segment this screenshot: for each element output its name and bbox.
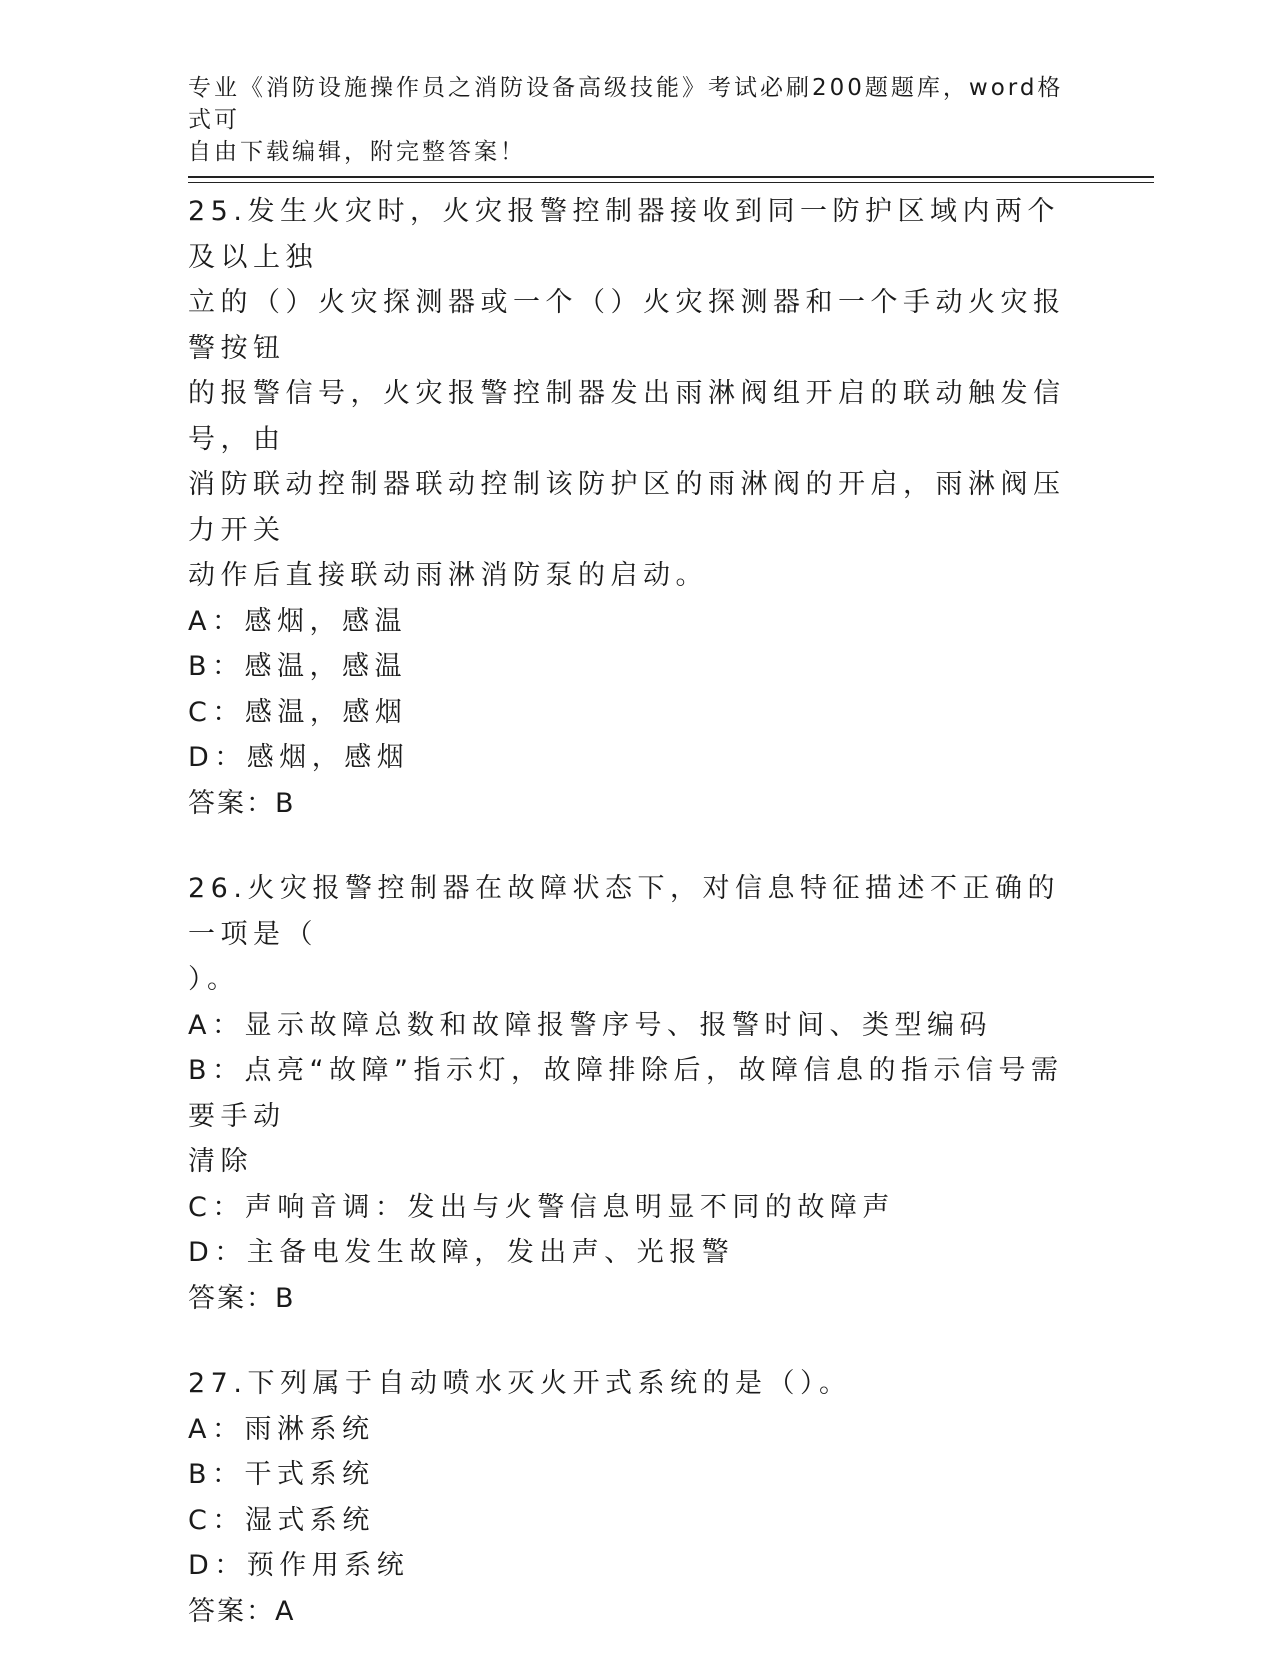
option-c: C：感温，感烟 [188, 696, 408, 728]
option-a: A：雨淋系统 [188, 1413, 375, 1445]
answer-line: 答案：B [188, 787, 296, 819]
question-text-line: 25.发生火灾时，火灾报警控制器接收到同一防护区域内两个及以上独 [188, 196, 1060, 273]
question-25 [188, 189, 1088, 826]
question-text-line: 立的（）火灾探测器或一个（）火灾探测器和一个手动火灾报警按钮 [188, 287, 1066, 364]
question-26 [188, 866, 1088, 1321]
option-d: D：主备电发生故障，发出声、光报警 [188, 1237, 735, 1268]
question-text-line: 27.下列属于自动喷水灭火开式系统的是（）。 [188, 1368, 852, 1399]
header-divider-thick [188, 176, 1154, 178]
question-text-line: 动作后直接联动雨淋消防泵的启动。 [188, 560, 708, 591]
option-d: D：预作用系统 [188, 1550, 410, 1581]
option-d: D：感烟，感烟 [188, 742, 410, 773]
option-b: B：感温，感温 [188, 651, 408, 682]
question-text-line: 消防联动控制器联动控制该防护区的雨淋阀的开启，雨淋阀压力开关 [188, 469, 1066, 546]
option-b-continued: 清除 [188, 1146, 253, 1177]
option-b: B：点亮“故障”指示灯，故障排除后，故障信息的指示信号需要手动 [188, 1055, 1064, 1132]
option-c: C：湿式系统 [188, 1504, 375, 1536]
question-27 [188, 1361, 1088, 1634]
answer-line: 答案：B [188, 1282, 296, 1314]
answer-line: 答案：A [188, 1595, 296, 1627]
option-b: B：干式系统 [188, 1459, 375, 1490]
question-text-line: 的报警信号，火灾报警控制器发出雨淋阀组开启的联动触发信号，由 [188, 378, 1066, 455]
option-c: C：声响音调：发出与火警信息明显不同的故障声 [188, 1191, 895, 1223]
question-text-line: 26.火灾报警控制器在故障状态下，对信息特征描述不正确的一项是（ [188, 873, 1060, 950]
header-divider-thin [188, 182, 1154, 183]
header-line-1: 专业《消防设施操作员之消防设备高级技能》考试必刷200题题库，word格式可 [188, 75, 1064, 133]
header-line-2: 自由下载编辑，附完整答案！ [188, 139, 526, 165]
option-a: A：显示故障总数和故障报警序号、报警时间、类型编码 [188, 1009, 992, 1041]
question-text-line: ）。 [188, 964, 240, 995]
option-a: A：感烟，感温 [188, 605, 407, 637]
question-list [188, 189, 1088, 1674]
document-header [188, 72, 1088, 168]
